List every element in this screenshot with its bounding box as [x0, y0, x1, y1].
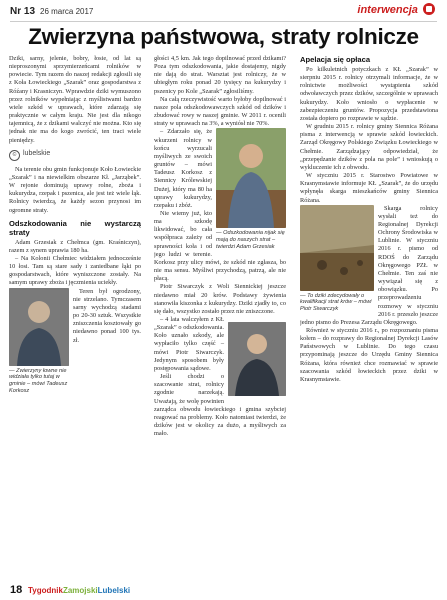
subheading: Apelacja się opłaca: [300, 55, 371, 64]
paragraph: – Na Kolonii Chełmiec widziałem jednocześnie 10 łosi. Tam są stare sady i zaniedbane łąki po gospodarstwach, które wyniszczone zostały. Na samym uprawy zboża i jęczmienia uciekły.: [9, 254, 141, 287]
paragraph: Nie wiemy już, kto ma szkodę likwidować, bo cała współpraca zależy od sprawności koła i od jego ludzi w terenie. Korkosz przy ulicy mówi, że szkód nie zgłasza, bo nie ma sensu. Myśliwi przychodzą, patrzą, ale nie płacą.: [154, 209, 286, 283]
paragraph: Na całą rzeczywistość warto byłoby dopilnować i nasze pola odszkodowawczych szkód od dzików i zbudować rowy w naszej gminie. W 2011 r. ocenili straty w uprawach na 3%, a wyniósł nie 70%.: [154, 95, 286, 128]
header-divider: [10, 21, 437, 22]
subheading: Odszkodowania nie wystarczą straty: [9, 218, 141, 237]
paragraph: głości 4,5 km. Jak tego dopilnować przed dzikami? Poza tym odszkodowania, jakie dostajemy, nigdy nie dają do strat. Warsztat jest rolniczy, że w ubiegłym roku ponad 20 tysięcy na kukurydzy i pszenicy po Kole „Szarak” zgłosiliśmy.: [154, 55, 286, 95]
article-headline: Zwierzyna państwowa, straty rolnicze: [28, 24, 419, 49]
page-header: [0, 0, 447, 20]
section-label: interwencja: [357, 4, 418, 16]
flag-icon: [423, 3, 435, 15]
photo-crops: [300, 205, 374, 313]
publication-brand[interactable]: [28, 586, 130, 595]
paragraph: Jeśli chodzi o szacowanie strat, rolnicy zgodnie narzekają. Uważają, że wolę powinien zarządca obwodu łowieckiego i gmina szybciej reagować na problemy. Koło natomiast twierdzi, że dzików jest w okolicy za dużo, a myśliwych za mało.: [154, 373, 286, 438]
section-tag[interactable]: [357, 3, 435, 16]
portrait-photo: [228, 322, 286, 396]
photo-caption: — To dziki zdecydowały o kwalifikacji strat krów – mówi Piotr Siwarczyk: [300, 293, 374, 313]
article-column-2: [154, 55, 286, 575]
credit-label: lubelskie: [23, 149, 51, 157]
field-photo: [216, 128, 286, 228]
page-footer: [0, 582, 447, 600]
article-column-3: [300, 55, 438, 575]
paragraph: Piotr Siwarczyk z Woli Siennickiej jeszcze niedawno miał 20 krów. Podstawy żywienia stanowiła kiszonka z kukurydzy. Dziki zjadły to, co się dało, wszystko zostało przez nie zniszczone.: [154, 283, 286, 315]
photo-caption: — Zwierzyny łowne nie widziała tylko tutaj w gminie – mówi Tadeusz Korkosz: [9, 368, 69, 395]
source-credit: [9, 150, 50, 161]
portrait-photo: [9, 288, 69, 366]
farmer-photo-icon: [216, 128, 286, 228]
photo-caption: — Odszkodowania nijak się mają do naszych strat – twierdzi Adam Grzesiak: [216, 230, 286, 250]
brand-part-2: Zamojski: [62, 586, 98, 595]
person-figure-icon: [228, 322, 286, 396]
photo-siwarczyk: [228, 322, 286, 396]
issue-date: 26 marca 2017: [40, 7, 94, 16]
paragraph: Adam Grzesiak z Chełmca (gm. Kraśniczyn), razem z synem uprawia 180 ha.: [9, 238, 141, 254]
brand-part-3: Lubelski: [97, 586, 131, 595]
paragraph: Po kilkuletnich potyczkach z KŁ „Szarak” w sierpniu 2015 r. rolnicy otrzymali informacje, że w rolnictwie możliwości wystąpienia szkód odwoławczych przez dzików, szczególnie w uprawach kukurydzy. Koło wniosło o wypłacenie w zabezpieczeniu gruntów. Propozycja przedstawiona została dopiero po rozprawie w sądzie.: [300, 66, 438, 122]
paragraph: W grudniu 2015 r. rolnicy gminy Siennica Różana pisma z interwencją w sprawie szkód łowieckich. Zarząd Okręgowy Polskiego Związku Łowieckiego w Chełmie. Zarządzający odpowiedział, że „przepędzanie dzików z pola na pole” i wnioskują o wykluczenie ich z obwodu.: [300, 123, 438, 171]
copyright-icon: ©: [9, 150, 20, 161]
paragraph: Również w styczniu 2016 r., po rozpoznaniu pisma kołem – do rozprawy do Regionalnej Dyrekcji Lasów Państwowych w Lublinie. Do tego czasu przypominają jeszcze do Urzędu Gminy Siennica Różana, która również chce rozmawiać w sprawie szacowania szkód łowieckich przez dziki w Krasnymstawie.: [300, 327, 438, 383]
paragraph: Dziki, sarny, jelenie, bobry, łosie, od lat są nieproszonymi sprzymierzeńcami rolników w powiecie. Tym razem do naszej redakcji zgłosili się z Koła Łowieckiego „Szarak” oraz gospodarstwa z Róźany i Krasniczyn. Wprawdzie dziki wymuszono przez rolników wypełniając z myślistwami bardzo wiele szkód w uprawach, które zdarzają się praktycznie w całym kraju. Nie jest dla nikogo tajemnicą, że z dzikami walczyć nie można. Kto się jednak nie ma do kogo zwrócić, ten traci wiele pieniędzy.: [9, 55, 141, 144]
paragraph: W styczniu 2015 r. Starostwo Powiatowe w Krasnymstawie informuje KŁ „Szarak”, że do urzędu wpłynęła skarga mieszkańców gminy Siennica Różana.: [300, 172, 438, 204]
paragraph: – Zdarzało się, że wkurzeni rolnicy w końcu wyrzucali myśliwych ze swoich gruntów – mówi Tadeusz Korkosz z Siennicy Królewskiej Dużej, który ma 80 ha uprawy kukurydzy, rzepaku i zbóż.: [154, 128, 212, 209]
page-number: 18: [10, 584, 23, 596]
field-damage-icon: [300, 205, 374, 291]
photo-grzesiak: [216, 128, 286, 250]
field-damage-photo: [300, 205, 374, 291]
paragraph: Skarga rolnicy wysłali też do Regionalnej Dyrekcji Ochrony Środowiska w Lublinie. W styczniu 2016 r. pismo od RDOŚ do Zarządu Okręgowego PZŁ w Chełmie. Ten zaś nie wywiązał się z obowiązku. Po przeprowadzeniu rozmowy w styczniu 2016 r. przeszło jeszcze jedno pismo do Prezesa Zarządu Okręgowego.: [300, 204, 438, 326]
person-figure-icon: [9, 288, 69, 366]
paragraph: Na terenie obu gmin funkcjonuje Koło Łowieckie „Szarak” i na niewielkim obszarze Kł. „Jarząbek”. W rejonie dominują uprawy rolne, zboża i kukurydza, rzepak i pszenica, ale jest też wiele łąk. Rolnicy twierdzą, że każdy sezon przynosi im ogromne straty.: [9, 165, 141, 214]
paragraph: Teren był ogrodzony, nie strzelano. Tymczasem sarny wychodzą stadami po 20-30 sztuk. Wszystkie zniszczenia kosztowały go niedawno ponad 100 tys. zł.: [73, 287, 141, 344]
paragraph: – 4 lata walczyłem z KŁ „Szarak” o odszkodowania. Koło uznało szkody, ale wypłaciło tylko część – mówi Piotr Siwarczyk. Jedynym sposobem były postępowania sądowe.: [154, 316, 224, 372]
article-column-1: [9, 55, 141, 575]
brand-part-1: Tygodnik: [28, 586, 63, 595]
issue-number: Nr 13: [10, 6, 36, 17]
photo-korkosz: [9, 288, 69, 395]
